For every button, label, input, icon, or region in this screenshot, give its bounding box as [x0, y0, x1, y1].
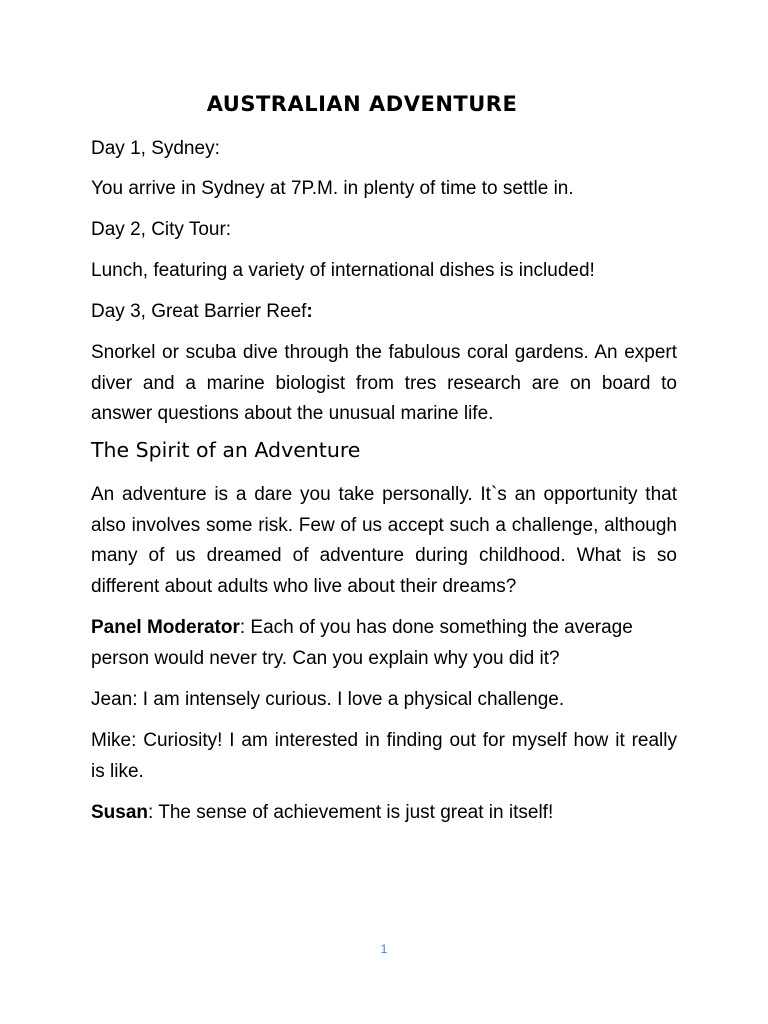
- day3-heading-text: Day 3, Great Barrier Reef: [91, 301, 307, 322]
- moderator-paragraph: [91, 613, 677, 674]
- day2-text: Lunch, featuring a variety of international dishes is included!: [91, 260, 595, 281]
- section-heading: The Spirit of an Adventure: [91, 438, 361, 462]
- day1-text: You arrive in Sydney at 7P.M. in plenty of time to settle in.: [91, 178, 574, 199]
- susan-text: : The sense of achievement is just great in itself!: [148, 802, 554, 823]
- page-number: 1: [380, 942, 388, 956]
- day3-text: Snorkel or scuba dive through the fabulous coral gardens. An expert diver and a marine biologist from tres research are on board to answer questions about the unusual marine life.: [91, 342, 677, 424]
- document-title: AUSTRALIAN ADVENTURE: [206, 92, 518, 116]
- day1-heading: Day 1, Sydney:: [91, 138, 220, 159]
- day3-heading: [91, 297, 677, 328]
- intro-paragraph: An adventure is a dare you take personally. It`s an opportunity that also involves some risk. Few of us accept such a challenge, although many of us dreamed of adventure during childhood. What is so different about adults who live about their dreams?: [91, 484, 677, 597]
- susan-paragraph: [91, 798, 677, 829]
- day3-heading-colon: :: [306, 301, 313, 322]
- day2-heading: Day 2, City Tour:: [91, 219, 232, 240]
- susan-name: Susan: [91, 802, 149, 823]
- moderator-text: : Each of you has done something the average person would never try. Can you explain why you did it?: [91, 617, 633, 669]
- jean-paragraph: Jean: I am intensely curious. I love a physical challenge.: [91, 689, 565, 710]
- mike-paragraph: Mike: Curiosity! I am interested in finding out for myself how it really is like.: [91, 730, 677, 782]
- moderator-name: Panel Moderator: [91, 617, 240, 638]
